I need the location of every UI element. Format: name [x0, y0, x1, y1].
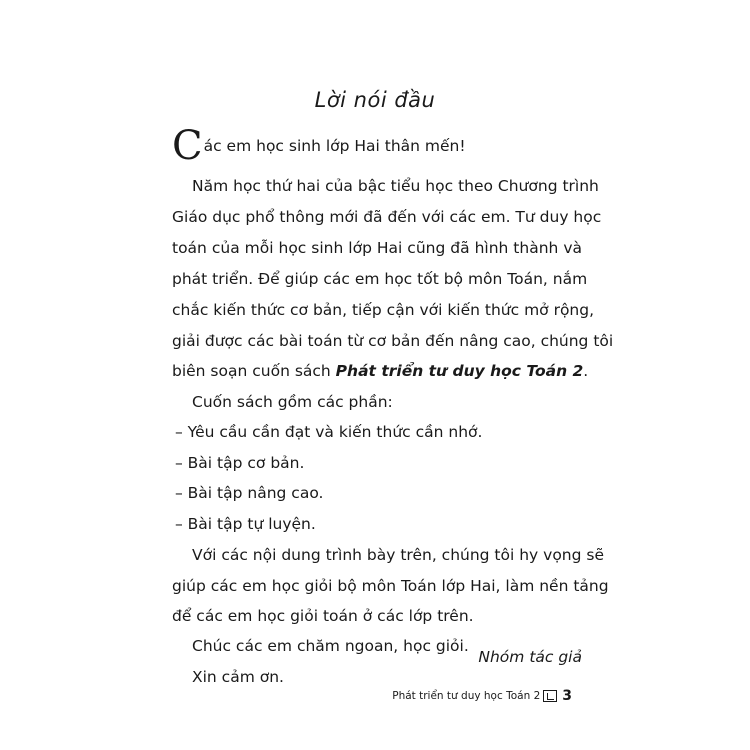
paragraph-1-line-3: toán của mỗi học sinh lớp Hai cũng đã hình thành và	[172, 239, 582, 257]
page-title: Lời nói đầu	[314, 88, 436, 112]
paragraph-2-line-2: giúp các em học giỏi bộ môn Toán lớp Hai, làm nền tảng	[172, 577, 609, 595]
paragraph-1-line-4: phát triển. Để giúp các em học tốt bộ môn Toán, nắm	[172, 270, 588, 288]
paragraph-1-last-prefix: biên soạn cuốn sách	[172, 362, 336, 380]
section-item-1: – Yêu cầu cần đạt và kiến thức cần nhớ.	[175, 423, 483, 441]
paragraph-1-line-2: Giáo dục phổ thông mới đã đến với các em. Tư duy học	[172, 208, 602, 226]
page-number: 3	[562, 688, 572, 704]
footer-book-name: Phát triển tư duy học Toán 2	[392, 690, 541, 702]
paragraph-2-line-1: Với các nội dung trình bày trên, chúng tôi hy vọng sẽ	[192, 546, 605, 564]
paragraph-2-line-3: để các em học giỏi toán ở các lớp trên.	[172, 607, 474, 625]
paragraph-1-line-7	[172, 362, 589, 380]
book-title: Phát triển tư duy học Toán 2	[335, 362, 584, 380]
paragraph-1-line-5: chắc kiến thức cơ bản, tiếp cận với kiến thức mở rộng,	[172, 301, 595, 319]
thanks-line: Xin cảm ơn.	[192, 668, 284, 686]
section-item-3: – Bài tập nâng cao.	[175, 484, 324, 502]
greeting	[172, 123, 466, 169]
paragraph-1-line-6: giải được các bài toán từ cơ bản đến nâng cao, chúng tôi	[172, 332, 614, 350]
page-footer	[392, 688, 572, 704]
greeting-drop-cap: C	[172, 123, 203, 169]
signature: Nhóm tác giả	[478, 648, 582, 666]
paragraph-1-last-suffix: .	[583, 362, 589, 380]
publisher-logo-icon	[543, 690, 557, 702]
sections-intro: Cuốn sách gồm các phần:	[192, 393, 393, 411]
wish-line: Chúc các em chăm ngoan, học giỏi.	[192, 637, 469, 655]
greeting-text: ác em học sinh lớp Hai thân mến!	[203, 137, 466, 155]
section-item-2: – Bài tập cơ bản.	[175, 454, 305, 472]
paragraph-1-line-1: Năm học thứ hai của bậc tiểu học theo Chương trình	[192, 177, 599, 195]
section-item-4: – Bài tập tự luyện.	[175, 515, 316, 533]
